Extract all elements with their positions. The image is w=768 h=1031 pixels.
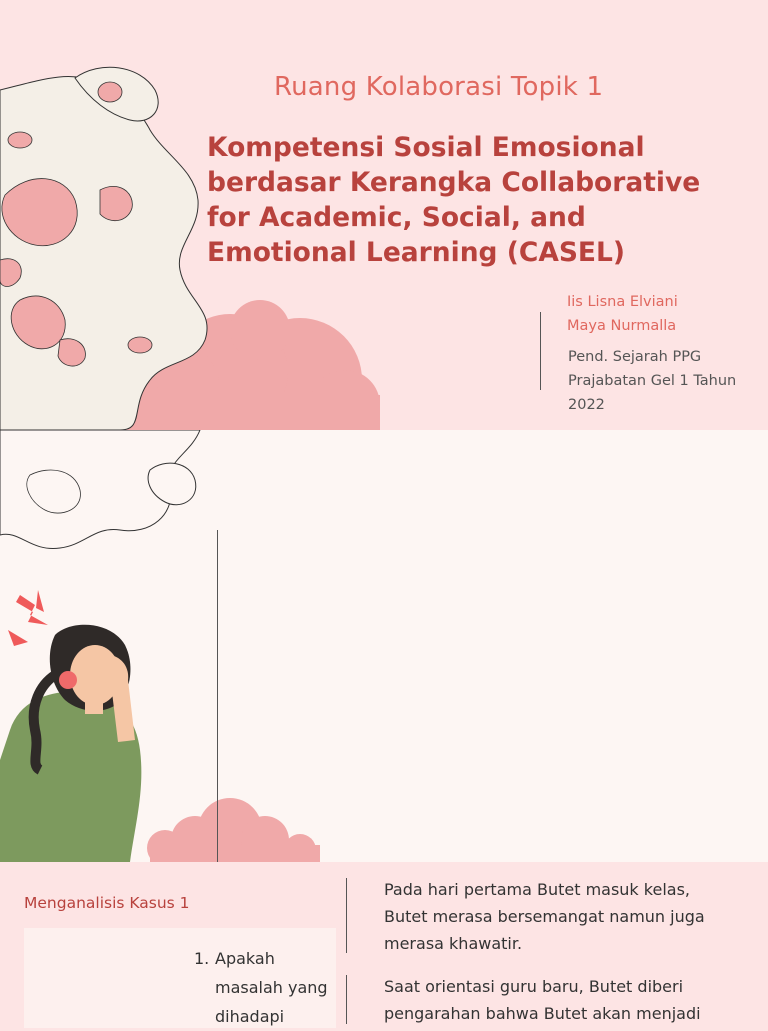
author-name: Maya Nurmalla [567,318,677,334]
program-line: 2022 [568,397,605,413]
main-title [207,130,747,270]
paragraph-line: Butet merasa bersemangat namun juga [384,907,705,926]
question-number: 1. [194,949,210,968]
question-line: Apakah [215,949,275,968]
paragraph-line: pengarahan bahwa Butet akan menjadi [384,1004,701,1023]
title-line: for Academic, Social, and [207,202,586,233]
program-line: Prajabatan Gel 1 Tahun [568,373,737,389]
question-line: dihadapi [215,1007,285,1026]
divider-line [217,530,218,862]
paragraph-line: merasa khawatir. [384,934,523,953]
paragraph-line: Saat orientasi guru baru, Butet diberi [384,977,684,996]
question-line: masalah yang [215,978,328,997]
title-line: Kompetensi Sosial Emosional [207,132,645,163]
question-text [215,944,340,1031]
program-info [568,345,758,417]
author-name: Iis Lisna Elviani [567,294,678,310]
divider-line [540,312,541,390]
authors [567,290,678,338]
analysis-label: Menganalisis Kasus 1 [24,894,190,912]
program-line: Pend. Sejarah PPG [568,349,702,365]
slide-title [0,0,768,430]
divider-line [346,878,347,953]
title-line: berdasar Kerangka Collaborative [207,167,701,198]
paragraph-line: Pada hari pertama Butet masuk kelas, [384,880,690,899]
divider-line [346,975,347,1024]
title-line: Emotional Learning (CASEL) [207,237,626,268]
topic-heading: Ruang Kolaborasi Topik 1 [274,72,604,102]
slide-kasus [0,430,768,862]
analysis-paragraph [384,973,734,1027]
analysis-paragraph [384,876,734,957]
decorative-illustration [0,430,768,862]
